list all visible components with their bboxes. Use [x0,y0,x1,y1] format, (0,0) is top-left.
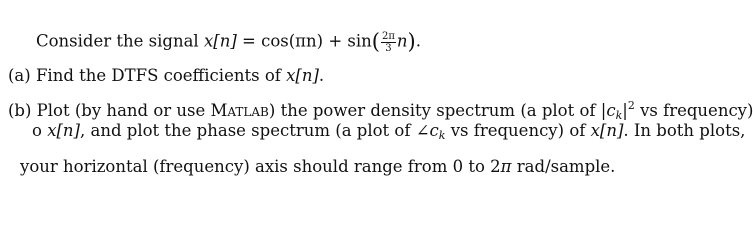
closing-pi: π [500,157,512,176]
closing-sentence [20,157,615,177]
fraction-denominator: 3 [385,43,392,54]
intro-prefix: Consider the signal [36,31,204,51]
part-a-text: Find the DTFS coefficients of [30,66,287,85]
coef-symbol: c [606,101,616,120]
part-b-line-2-signal-2: x[n] [590,121,624,140]
fraction-numerator: 2π [381,31,395,42]
coef-subscript: k [615,109,623,122]
part-a-signal: x[n] [286,66,319,85]
closing-text-2: rad/sample. [511,157,616,176]
paren-close: ) [407,29,416,54]
problem-intro [36,31,421,54]
part-b-line-2-text-2: vs frequency) of [445,121,591,140]
intro-equation: = cos(πn) + sin [236,31,372,51]
part-b-text-1: Plot (by hand or use [31,101,211,120]
part-b-text-3: | [622,101,628,120]
part-b-line-2-text-1: , and plot the phase spectrum (a plot of ∠ [80,121,430,140]
closing-text-1: your horizontal (frequency) axis should range from 0 to 2 [20,157,501,176]
part-b-line-2-partial: o [32,121,42,140]
part-b-line-2-text-3: . In both plots, [623,121,746,140]
power-exponent: 2 [627,99,635,112]
matlab-name: Matlab [210,101,269,120]
part-b-text-4: vs frequency) [634,101,753,120]
part-b-line-2-signal: x[n] [47,121,80,140]
paren-open: ( [371,29,380,54]
phase-coef-subscript: k [438,129,446,142]
phase-coef-symbol: c [429,121,439,140]
intro-n: n [396,31,408,51]
part-a-period: . [318,66,325,85]
part-b-label: (b) [8,101,32,120]
intro-period: . [415,31,421,51]
part-a-label: (a) [8,66,31,85]
fraction-2pi-over-3 [381,31,396,54]
part-a [8,66,324,86]
signal-symbol: x[n] [203,31,237,51]
part-b-text-2: ) the power density spectrum (a plot of | [268,101,607,120]
part-b-line-2 [32,121,745,146]
